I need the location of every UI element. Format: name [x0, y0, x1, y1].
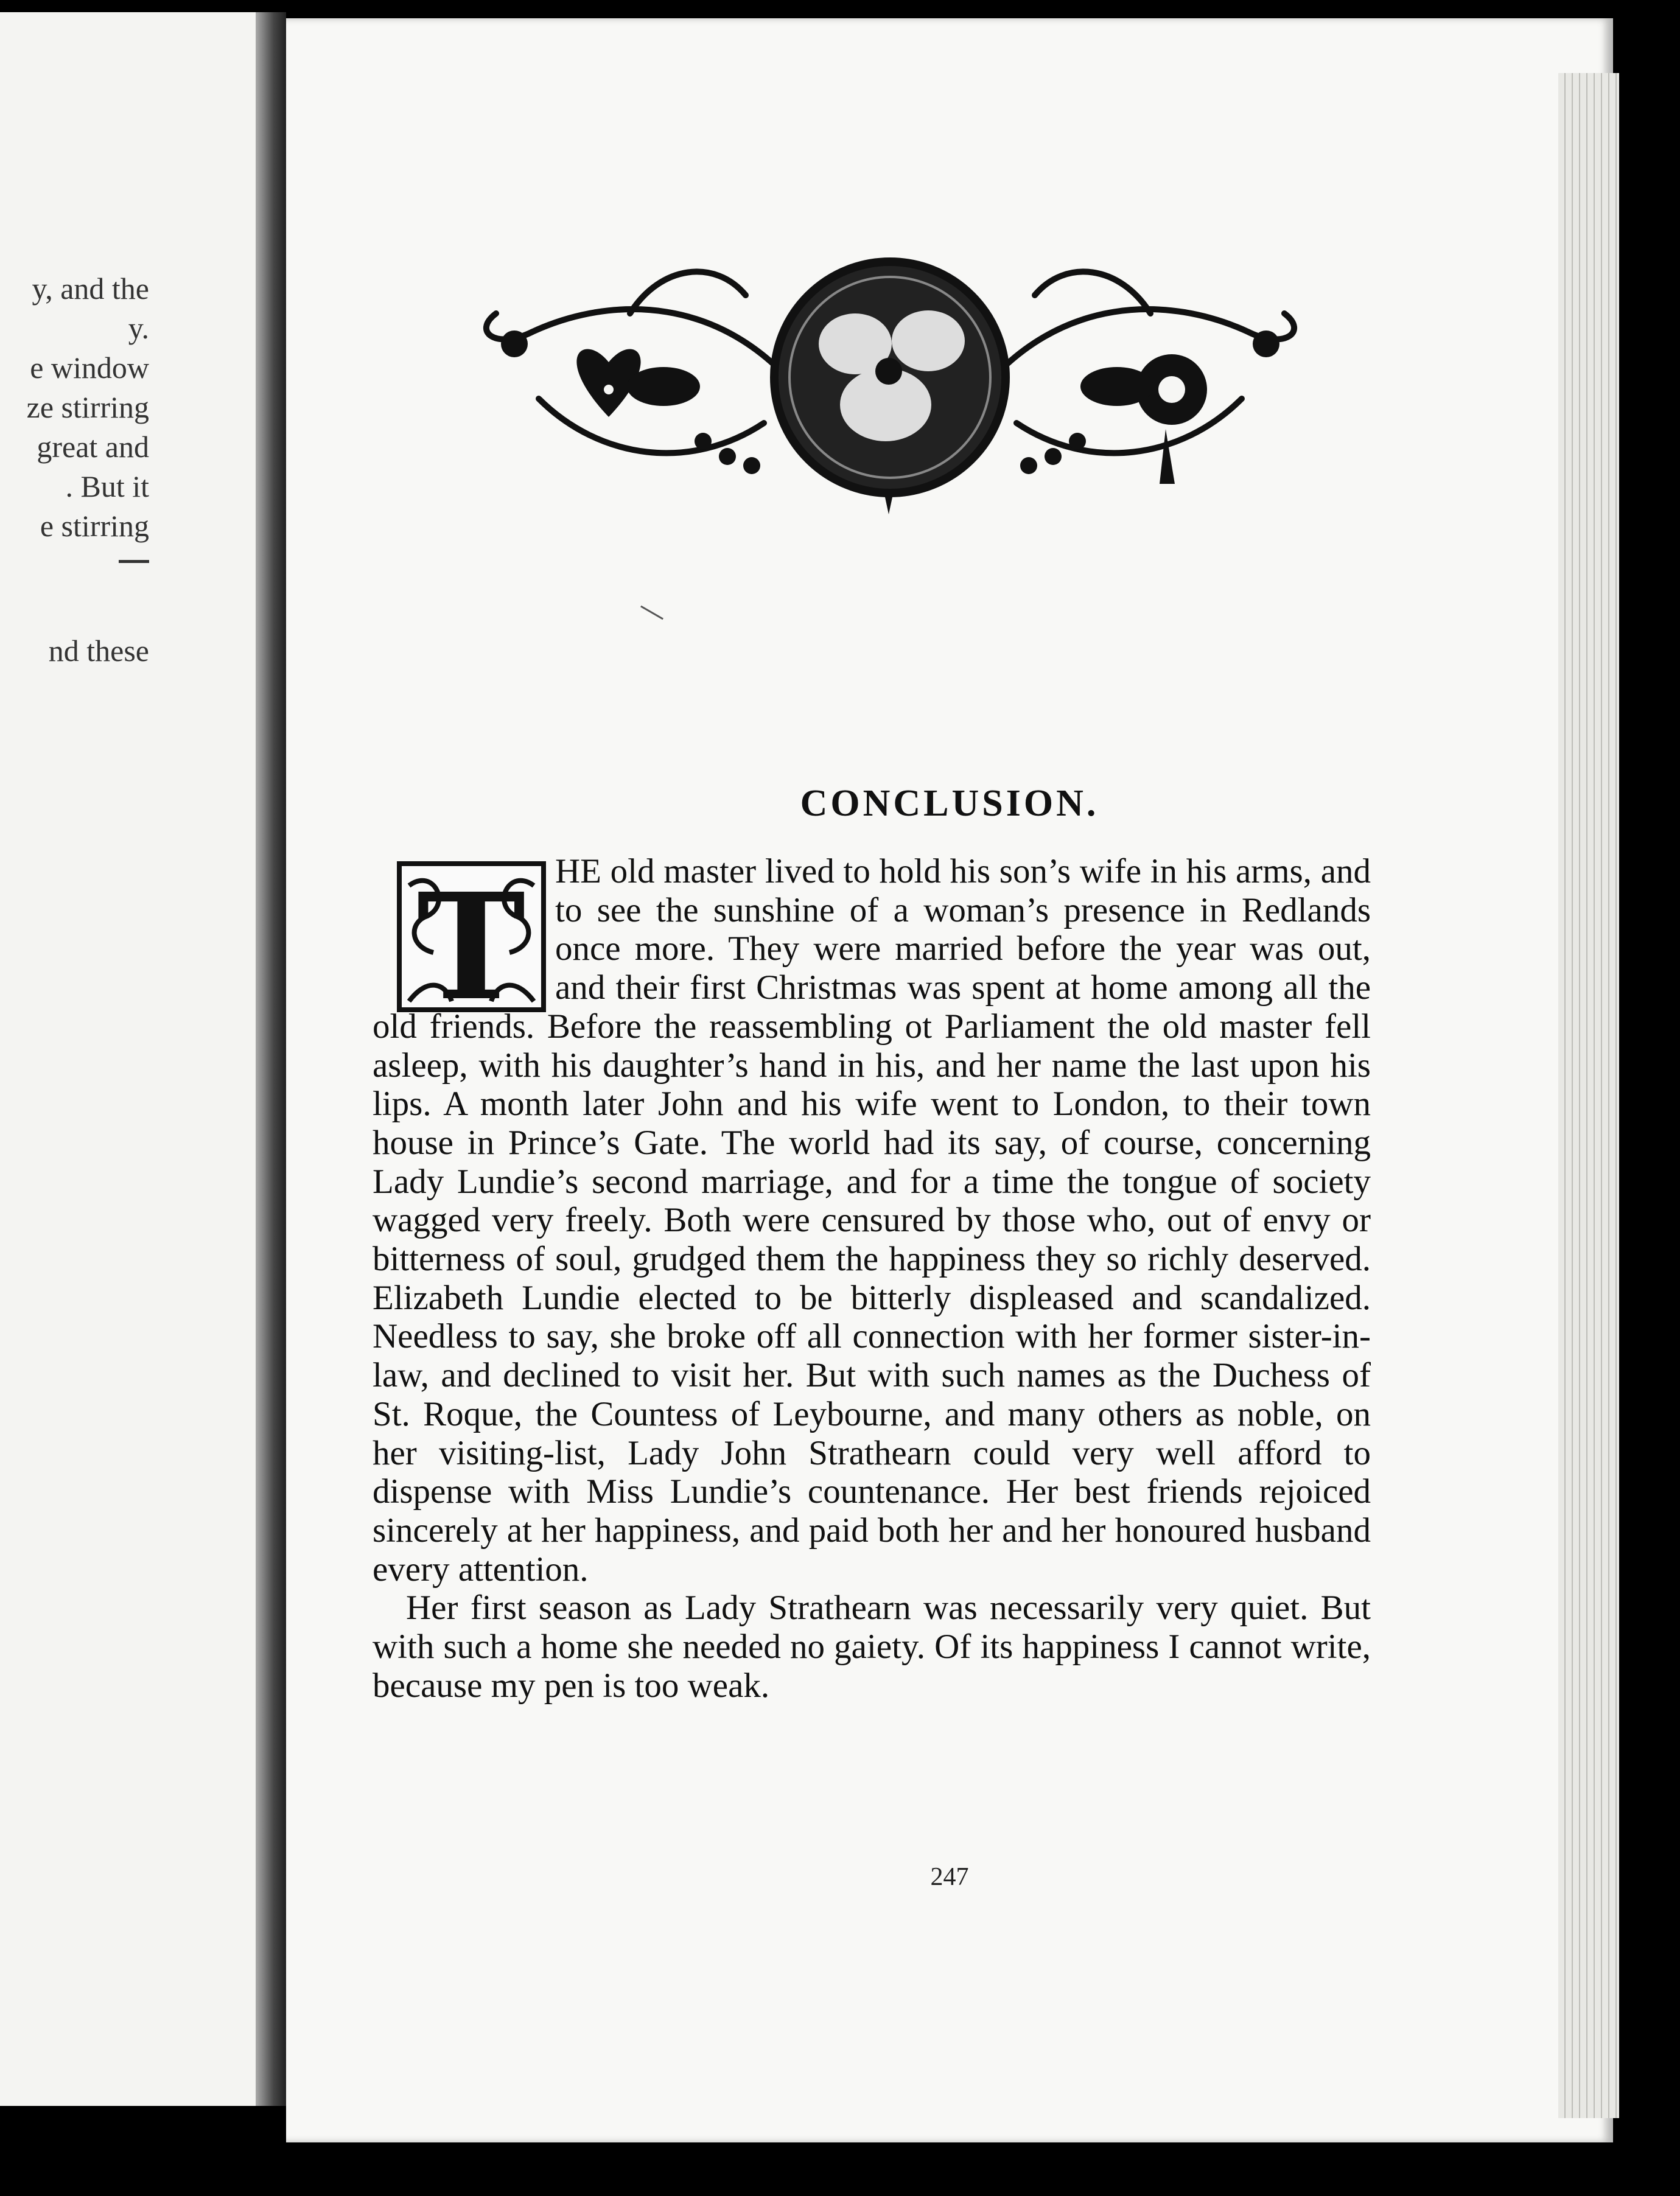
left-page-line: e window — [30, 351, 149, 385]
book-gutter — [256, 12, 286, 2106]
page-number: 247 — [930, 1863, 969, 1891]
floral-ornament-icon — [460, 240, 1321, 533]
left-page-line: . But it — [65, 469, 149, 503]
left-page-line: nd these — [48, 634, 149, 668]
paragraph: Her first season as Lady Strathearn was necessarily very quiet. But with such a home she needed no gaiety. Of its happiness I cannot write, because my pen is too weak. — [373, 1589, 1371, 1705]
left-page-line: e stirring — [40, 509, 149, 543]
page-edges — [1558, 73, 1619, 2118]
left-page-line: great and — [37, 430, 149, 464]
drop-cap-letter: T — [416, 861, 526, 1012]
dash-rule — [119, 560, 149, 563]
chapter-body — [373, 852, 1371, 1705]
left-page-line: y. — [128, 311, 149, 345]
left-page-line: ze stirring — [26, 390, 149, 424]
left-page-line: y, and the — [32, 271, 149, 306]
left-page — [0, 12, 256, 2106]
drop-cap-space — [373, 852, 555, 998]
chapter-heading: CONCLUSION. — [800, 783, 1099, 824]
paragraph: HE old master lived to hold his son’s wife in his arms, and to see the sunshine of a woman’s presence in Redlands once more. They were married before the year was out, and their first Christmas was spent at home among all the old friends. Before the reassembling ot Parliament the old master fell asleep, with his daughter’s hand in his, and her name the last upon his lips. A month later John and his wife went to London, to their town house in Prince’s Gate. The world had its say, of course, concerning Lady Lundie’s second marriage, and for a time the tongue of society wagged very freely. Both were censured by those who, out of envy or bitterness of soul, grudged them the happiness they so richly deserved. Elizabeth Lundie elected to be bitterly displeased and scandalized. Needless to say, she broke off all connection with her former sister-in-law, and declined to visit her. But with such names as the Duchess of St. Roque, the Countess of Leybourne, and many others as noble, on her visiting-list, Lady John Strathearn could very well afford to dispense with Miss Lundie’s countenance. Her best friends rejoiced sincerely at her happiness, and paid both her and her honoured husband every attention. — [373, 852, 1371, 1589]
